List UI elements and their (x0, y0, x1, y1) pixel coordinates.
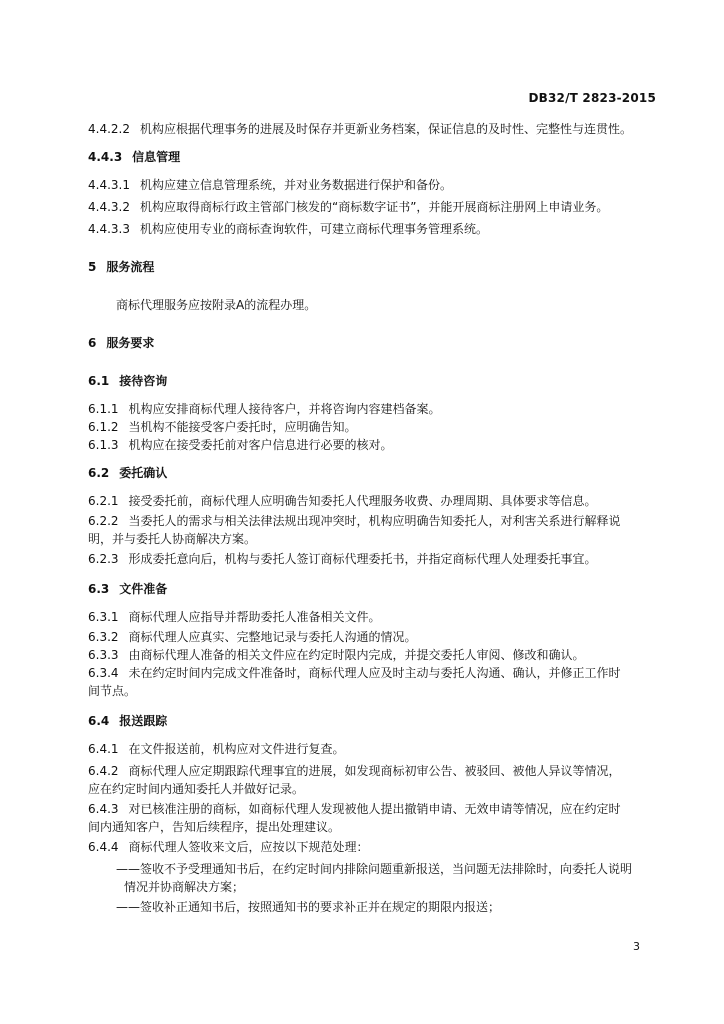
clause-text: 间节点。 (88, 684, 137, 698)
heading-number: 6.4 (88, 714, 110, 728)
heading-text: 服务要求 (106, 336, 155, 350)
clause-text: 在文件报送前，机构应对文件进行复查。 (128, 742, 345, 756)
clause-6-4-3 (88, 800, 658, 818)
heading-number: 4.4.3 (88, 150, 123, 164)
heading-text: 文件准备 (119, 582, 168, 596)
heading-6-4 (88, 712, 658, 730)
clause-text: 机构应安排商标代理人接待客户，并将咨询内容建档备案。 (128, 402, 441, 416)
clause-text: 对已核准注册的商标，如商标代理人发现被他人提出撤销申请、无效申请等情况，应在约定时 (128, 802, 621, 816)
heading-number: 6.2 (88, 466, 110, 480)
clause-6-3-4 (88, 664, 658, 682)
clause-number: 6.2.2 (88, 514, 119, 528)
clause-number: 6.4.3 (88, 802, 119, 816)
clause-text: 形成委托意向后，机构与委托人签订商标代理委托书，并指定商标代理人处理委托事宜。 (128, 552, 597, 566)
page-number: 3 (633, 940, 640, 953)
clause-number: 6.3.1 (88, 610, 119, 624)
clause-text: 接受委托前，商标代理人应明确告知委托人代理服务收费、办理周期、具体要求等信息。 (128, 494, 597, 508)
clause-4-4-3-1 (88, 176, 658, 194)
heading-text: 委托确认 (119, 466, 168, 480)
heading-number: 6.3 (88, 582, 110, 596)
clause-text: 商标代理人签收来文后，应按以下规范处理： (128, 840, 369, 854)
clause-number: 6.2.1 (88, 494, 119, 508)
clause-6-2-1 (88, 492, 658, 510)
clause-text: 机构应使用专业的商标查询软件，可建立商标代理事务管理系统。 (139, 222, 488, 236)
heading-6-3 (88, 580, 658, 598)
heading-number: 6 (88, 336, 97, 350)
clause-text: 机构应在接受委托前对客户信息进行必要的核对。 (128, 438, 393, 452)
bullet-6-4-4-1-continued (124, 878, 694, 896)
clause-number: 4.4.2.2 (88, 122, 130, 136)
clause-number: 6.2.3 (88, 552, 119, 566)
heading-text: 服务流程 (106, 260, 155, 274)
clause-number: 6.3.3 (88, 648, 119, 662)
clause-6-2-2 (88, 512, 658, 530)
clause-6-2-2-continued (88, 530, 658, 548)
heading-number: 5 (88, 260, 97, 274)
clause-text: 应在约定时间内通知委托人并做好记录。 (88, 782, 305, 796)
clause-text: 间内通知客户，告知后续程序，提出处理建议。 (88, 820, 341, 834)
clause-text: 由商标代理人准备的相关文件应在约定时限内完成，并提交委托人审阅、修改和确认。 (128, 648, 585, 662)
clause-text: 未在约定时间内完成文件准备时，商标代理人应及时主动与委托人沟通、确认，并修正工作时 (128, 666, 621, 680)
clause-number: 6.3.4 (88, 666, 119, 680)
clause-4-4-3-3 (88, 220, 658, 238)
clause-text: 商标代理人应定期跟踪代理事宜的进展，如发现商标初审公告、被驳回、被他人异议等情况， (128, 764, 621, 778)
heading-6 (88, 334, 658, 352)
clause-text: 商标代理人应真实、完整地记录与委托人沟通的情况。 (128, 630, 417, 644)
clause-number: 4.4.3.1 (88, 178, 130, 192)
clause-6-4-3-continued (88, 818, 658, 836)
heading-4-4-3 (88, 148, 658, 166)
clause-text: 机构应建立信息管理系统，并对业务数据进行保护和备份。 (139, 178, 452, 192)
clause-text: 明，并与委托人协商解决方案。 (88, 532, 257, 546)
clause-6-4-4 (88, 838, 658, 856)
heading-text: 接待咨询 (119, 374, 168, 388)
clause-number: 6.4.2 (88, 764, 119, 778)
bullet-6-4-4-1 (116, 860, 686, 878)
bullet-text: ——签收不予受理通知书后，在约定时间内排除问题重新报送，当问题无法排除时，向委托人说明 (116, 862, 633, 876)
paragraph-text: 商标代理服务应按附录A的流程办理。 (116, 298, 317, 312)
clause-6-2-3 (88, 550, 658, 568)
bullet-text: 情况并协商解决方案； (124, 880, 245, 894)
clause-number: 6.4.1 (88, 742, 119, 756)
clause-6-3-2 (88, 628, 658, 646)
clause-number: 6.4.4 (88, 840, 119, 854)
clause-6-3-3 (88, 646, 658, 664)
clause-6-1-1 (88, 400, 658, 418)
clause-text: 商标代理人应指导并帮助委托人准备相关文件。 (128, 610, 381, 624)
clause-number: 6.1.2 (88, 420, 119, 434)
paragraph-5 (116, 296, 686, 314)
standard-code: DB32/T 2823-2015 (528, 91, 656, 105)
heading-6-1 (88, 372, 658, 390)
clause-4-4-3-2 (88, 198, 658, 216)
clause-text: 机构应根据代理事务的进展及时保存并更新业务档案，保证信息的及时性、完整性与连贯性。 (139, 122, 632, 136)
heading-5 (88, 258, 658, 276)
heading-number: 6.1 (88, 374, 110, 388)
clause-6-1-3 (88, 436, 658, 454)
clause-number: 6.1.3 (88, 438, 119, 452)
clause-6-4-2 (88, 762, 658, 780)
heading-text: 信息管理 (132, 150, 181, 164)
clause-number: 4.4.3.3 (88, 222, 130, 236)
bullet-text: ——签收补正通知书后，按照通知书的要求补正并在规定的期限内报送； (116, 900, 501, 914)
clause-number: 6.1.1 (88, 402, 119, 416)
clause-6-1-2 (88, 418, 658, 436)
clause-6-4-1 (88, 740, 658, 758)
clause-number: 4.4.3.2 (88, 200, 130, 214)
clause-number: 6.3.2 (88, 630, 119, 644)
bullet-6-4-4-2 (116, 898, 686, 916)
clause-6-3-4-continued (88, 682, 658, 700)
clause-text: 当委托人的需求与相关法律法规出现冲突时，机构应明确告知委托人，对利害关系进行解释说 (128, 514, 621, 528)
heading-text: 报送跟踪 (119, 714, 168, 728)
clause-4-4-2-2 (88, 120, 658, 138)
clause-text: 机构应取得商标行政主管部门核发的“商标数字证书”，并能开展商标注册网上申请业务。 (139, 200, 609, 214)
clause-6-4-2-continued (88, 780, 658, 798)
heading-6-2 (88, 464, 658, 482)
clause-text: 当机构不能接受客户委托时，应明确告知。 (128, 420, 357, 434)
clause-6-3-1 (88, 608, 658, 626)
